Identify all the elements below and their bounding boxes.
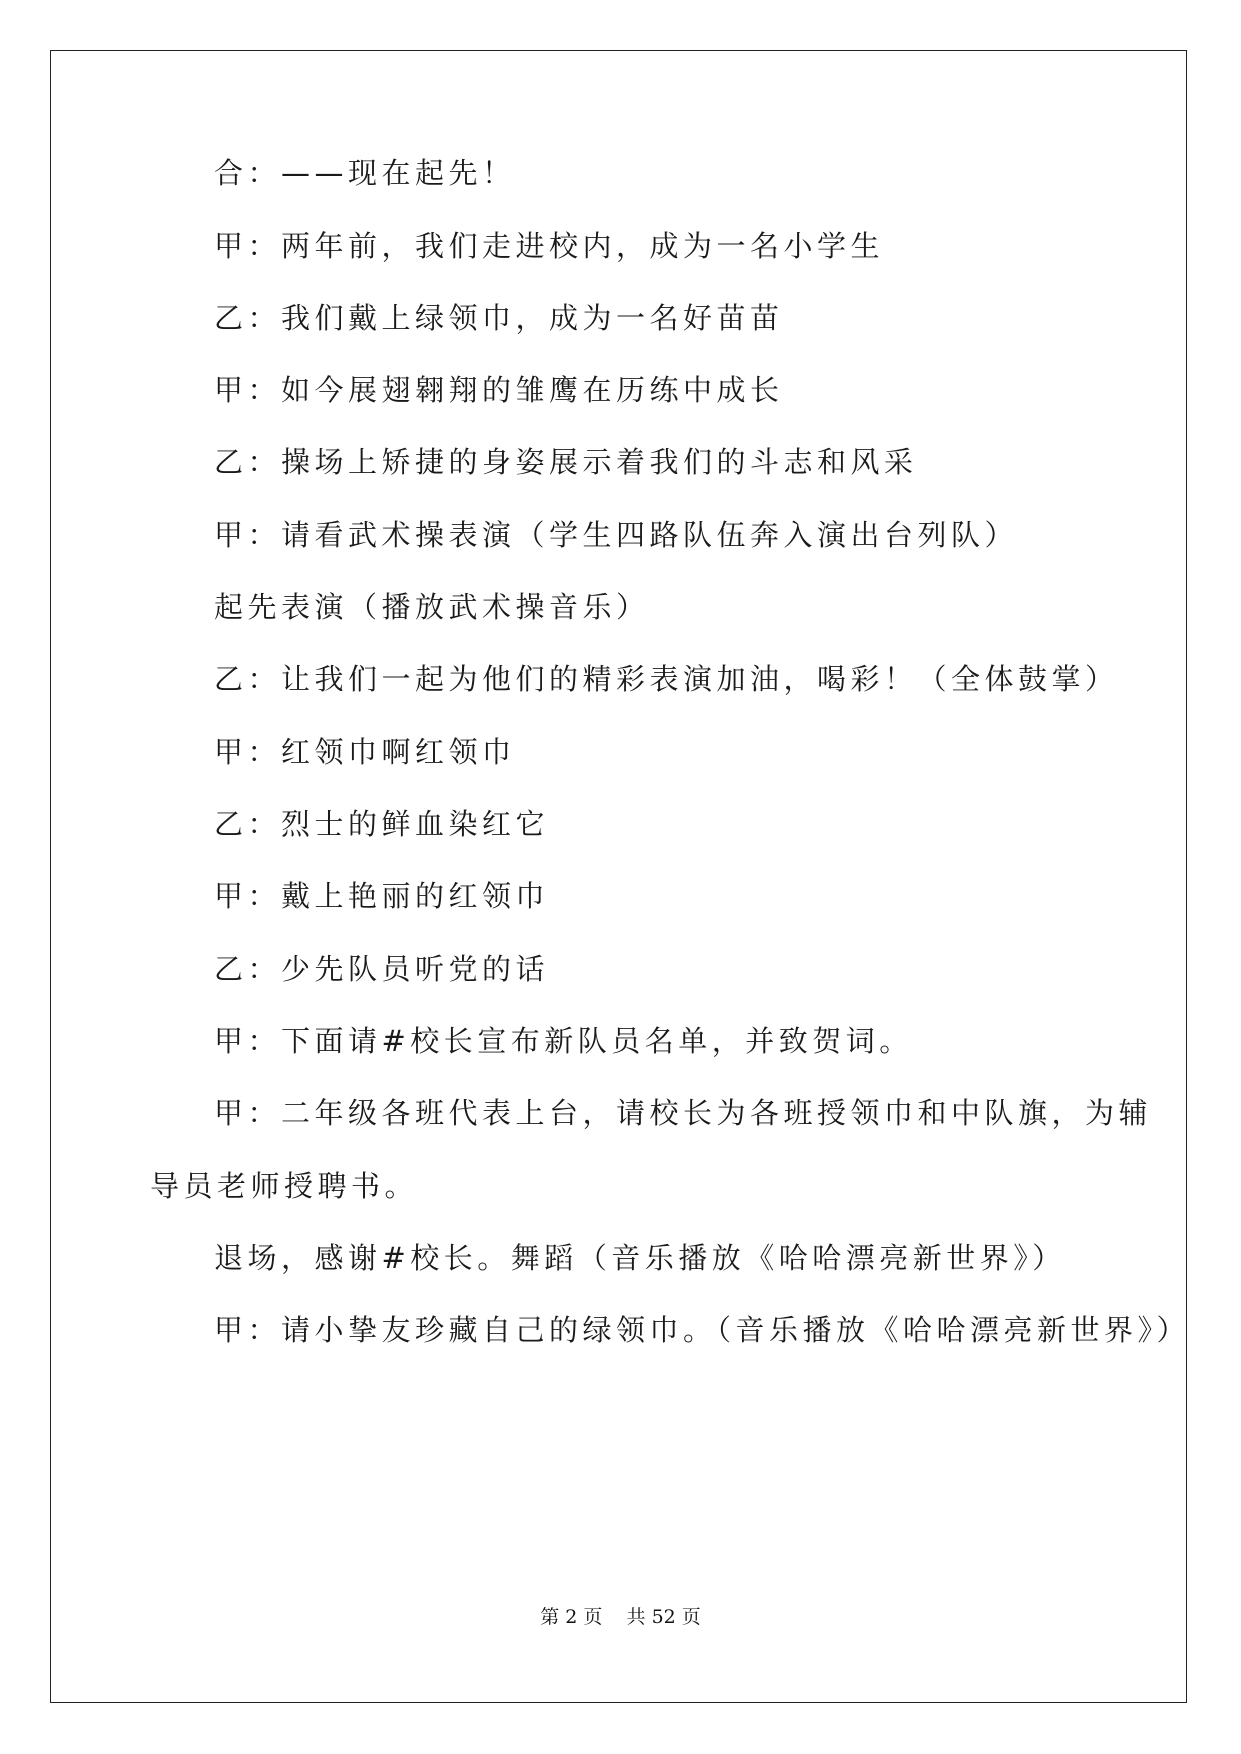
text-line: 乙：烈士的鲜血染红它 xyxy=(214,807,550,841)
text-line: 起先表演（播放武术操音乐） xyxy=(214,590,650,624)
page-border xyxy=(50,50,1187,1703)
text-line: 甲：戴上艳丽的红领巾 xyxy=(214,879,550,913)
text-line: 乙：让我们一起为他们的精彩表演加油，喝彩！（全体鼓掌） xyxy=(214,662,1119,696)
text-line: 导员老师授聘书。 xyxy=(150,1169,419,1203)
text-line: 甲：红领巾啊红领巾 xyxy=(214,735,516,769)
text-line: 乙：少先队员听党的话 xyxy=(214,952,550,986)
text-line: 甲：请看武术操表演（学生四路队伍奔入演出台列队） xyxy=(214,518,1019,552)
text-line: 甲：如今展翅翱翔的雏鹰在历练中成长 xyxy=(214,373,784,407)
text-line: 退场，感谢#校长。舞蹈（音乐播放《哈哈漂亮新世界》） xyxy=(214,1241,1066,1275)
text-line: 合：——现在起先！ xyxy=(214,156,516,190)
text-line: 乙：我们戴上绿领巾，成为一名好苗苗 xyxy=(214,301,784,335)
page-number-footer: 第 2 页 共 52 页 xyxy=(540,1606,701,1628)
text-line: 甲：请小挚友珍藏自己的绿领巾。（音乐播放《哈哈漂亮新世界》） xyxy=(214,1313,1191,1347)
text-line: 甲：下面请#校长宣布新队员名单，并致贺词。 xyxy=(214,1024,913,1058)
text-line: 乙：操场上矫捷的身姿展示着我们的斗志和风采 xyxy=(214,445,918,479)
text-line: 甲：二年级各班代表上台，请校长为各班授领巾和中队旗，为辅 xyxy=(214,1096,1153,1130)
text-line: 甲：两年前，我们走进校内，成为一名小学生 xyxy=(214,229,885,263)
